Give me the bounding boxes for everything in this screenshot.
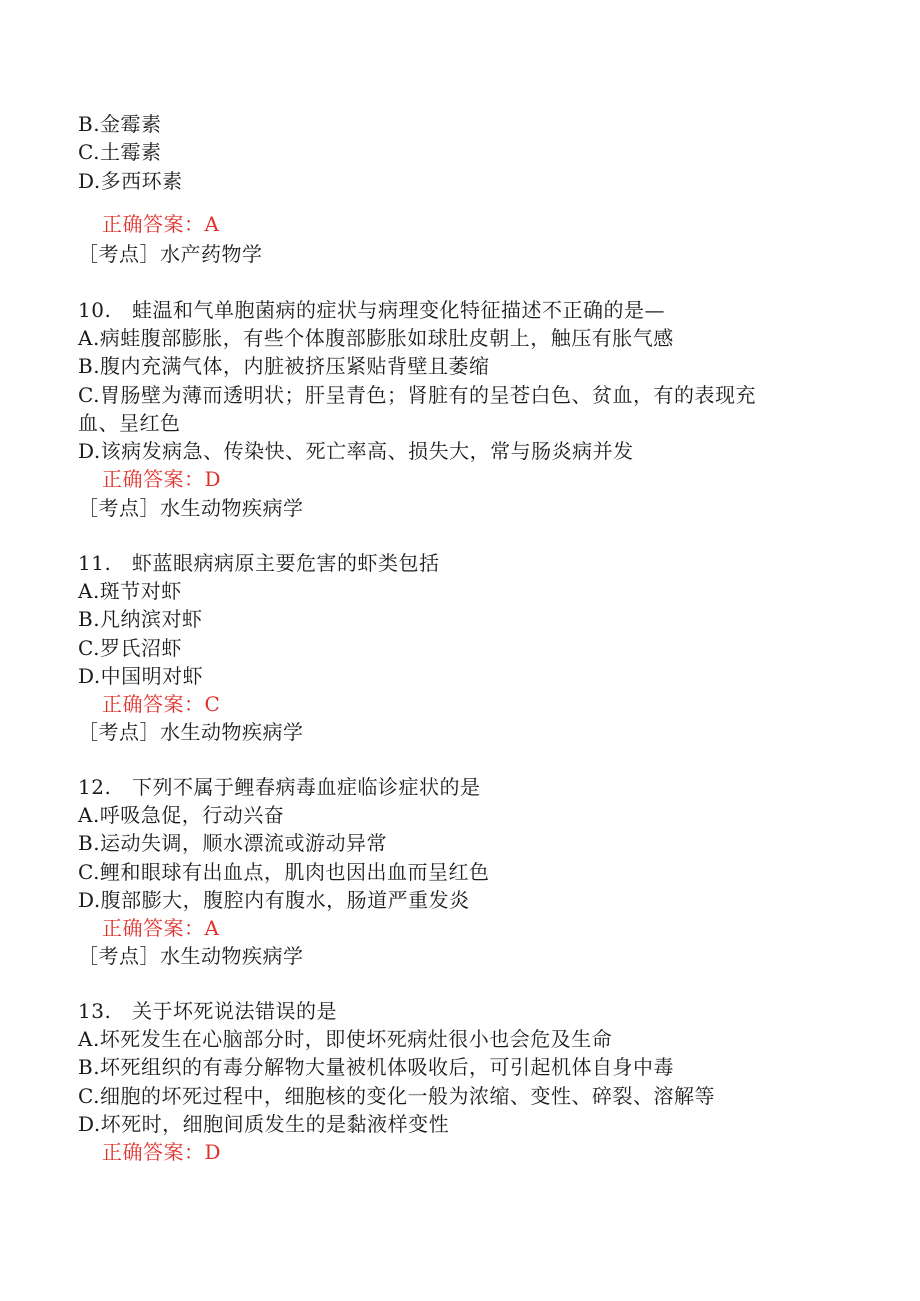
option-line: D.该病发病急、传染快、死亡率高、损失大，常与肠炎病并发	[78, 439, 634, 463]
exam-point: ［考点］水生动物疾病学	[78, 496, 304, 520]
correct-answer	[102, 465, 221, 493]
option-line: A.坏死发生在心脑部分时，即使坏死病灶很小也会危及生命	[78, 1027, 613, 1051]
option-line: B.坏死组织的有毒分解物大量被机体吸收后，可引起机体自身中毒	[78, 1055, 675, 1079]
option-line: C.鲤和眼球有出血点，肌肉也因出血而呈红色	[78, 860, 490, 884]
option-line: B.凡纳滨对虾	[78, 607, 203, 631]
option-line: A.病蛙腹部膨胀，有些个体腹部膨胀如球肚皮朝上，触压有胀气感	[78, 326, 674, 350]
exam-point: ［考点］水生动物疾病学	[78, 944, 304, 968]
answer-value: A	[204, 212, 220, 236]
answer-label: 正确答案：	[102, 916, 205, 940]
correct-answer	[102, 210, 219, 238]
option-line: D.坏死时，细胞间质发生的是黏液样变性	[78, 1112, 450, 1136]
question-number: 12.	[78, 775, 112, 799]
option-line: B.腹内充满气体，内脏被挤压紧贴背壁且萎缩	[78, 354, 490, 378]
question-text: 关于坏死说法错误的是	[132, 999, 337, 1023]
correct-answer	[102, 914, 219, 942]
option-line: D.中国明对虾	[78, 664, 204, 688]
question-stem	[78, 549, 440, 577]
exam-point: ［考点］水产药物学	[78, 242, 263, 266]
option-line: B.金霉素	[78, 112, 162, 136]
option-line: A.呼吸急促，行动兴奋	[78, 803, 285, 827]
question-text: 蛙温和气单胞菌病的症状与病理变化特征描述不正确的是—	[132, 298, 665, 322]
answer-label: 正确答案：	[102, 1140, 205, 1164]
option-line: C.罗氏沼虾	[78, 636, 182, 660]
question-number: 11.	[78, 551, 112, 575]
question-number: 13.	[78, 999, 112, 1023]
answer-value: A	[204, 916, 220, 940]
answer-value: C	[204, 692, 221, 716]
option-line: D.多西环素	[78, 169, 183, 193]
question-text: 虾蓝眼病病原主要危害的虾类包括	[132, 551, 440, 575]
question-stem	[78, 997, 337, 1025]
question-stem	[78, 296, 665, 324]
option-line: A.斑节对虾	[78, 579, 182, 603]
question-stem	[78, 773, 481, 801]
option-line: C.胃肠壁为薄而透明状；肝呈青色；肾脏有的呈苍白色、贫血，有的表现充	[78, 383, 756, 407]
answer-label: 正确答案：	[102, 467, 205, 491]
option-line: B.运动失调，顺水漂流或游动异常	[78, 831, 388, 855]
correct-answer	[102, 690, 220, 718]
question-number: 10.	[78, 298, 112, 322]
correct-answer	[102, 1138, 221, 1166]
option-line: 血、呈红色	[78, 411, 181, 435]
option-line: C.土霉素	[78, 140, 162, 164]
exam-point: ［考点］水生动物疾病学	[78, 720, 304, 744]
question-text: 下列不属于鲤春病毒血症临诊症状的是	[132, 775, 481, 799]
option-line: C.细胞的坏死过程中，细胞核的变化一般为浓缩、变性、碎裂、溶解等	[78, 1084, 715, 1108]
answer-value: D	[204, 467, 222, 491]
answer-value: D	[204, 1140, 222, 1164]
answer-label: 正确答案：	[102, 212, 205, 236]
option-line: D.腹部膨大，腹腔内有腹水，肠道严重发炎	[78, 888, 470, 912]
answer-label: 正确答案：	[102, 692, 205, 716]
